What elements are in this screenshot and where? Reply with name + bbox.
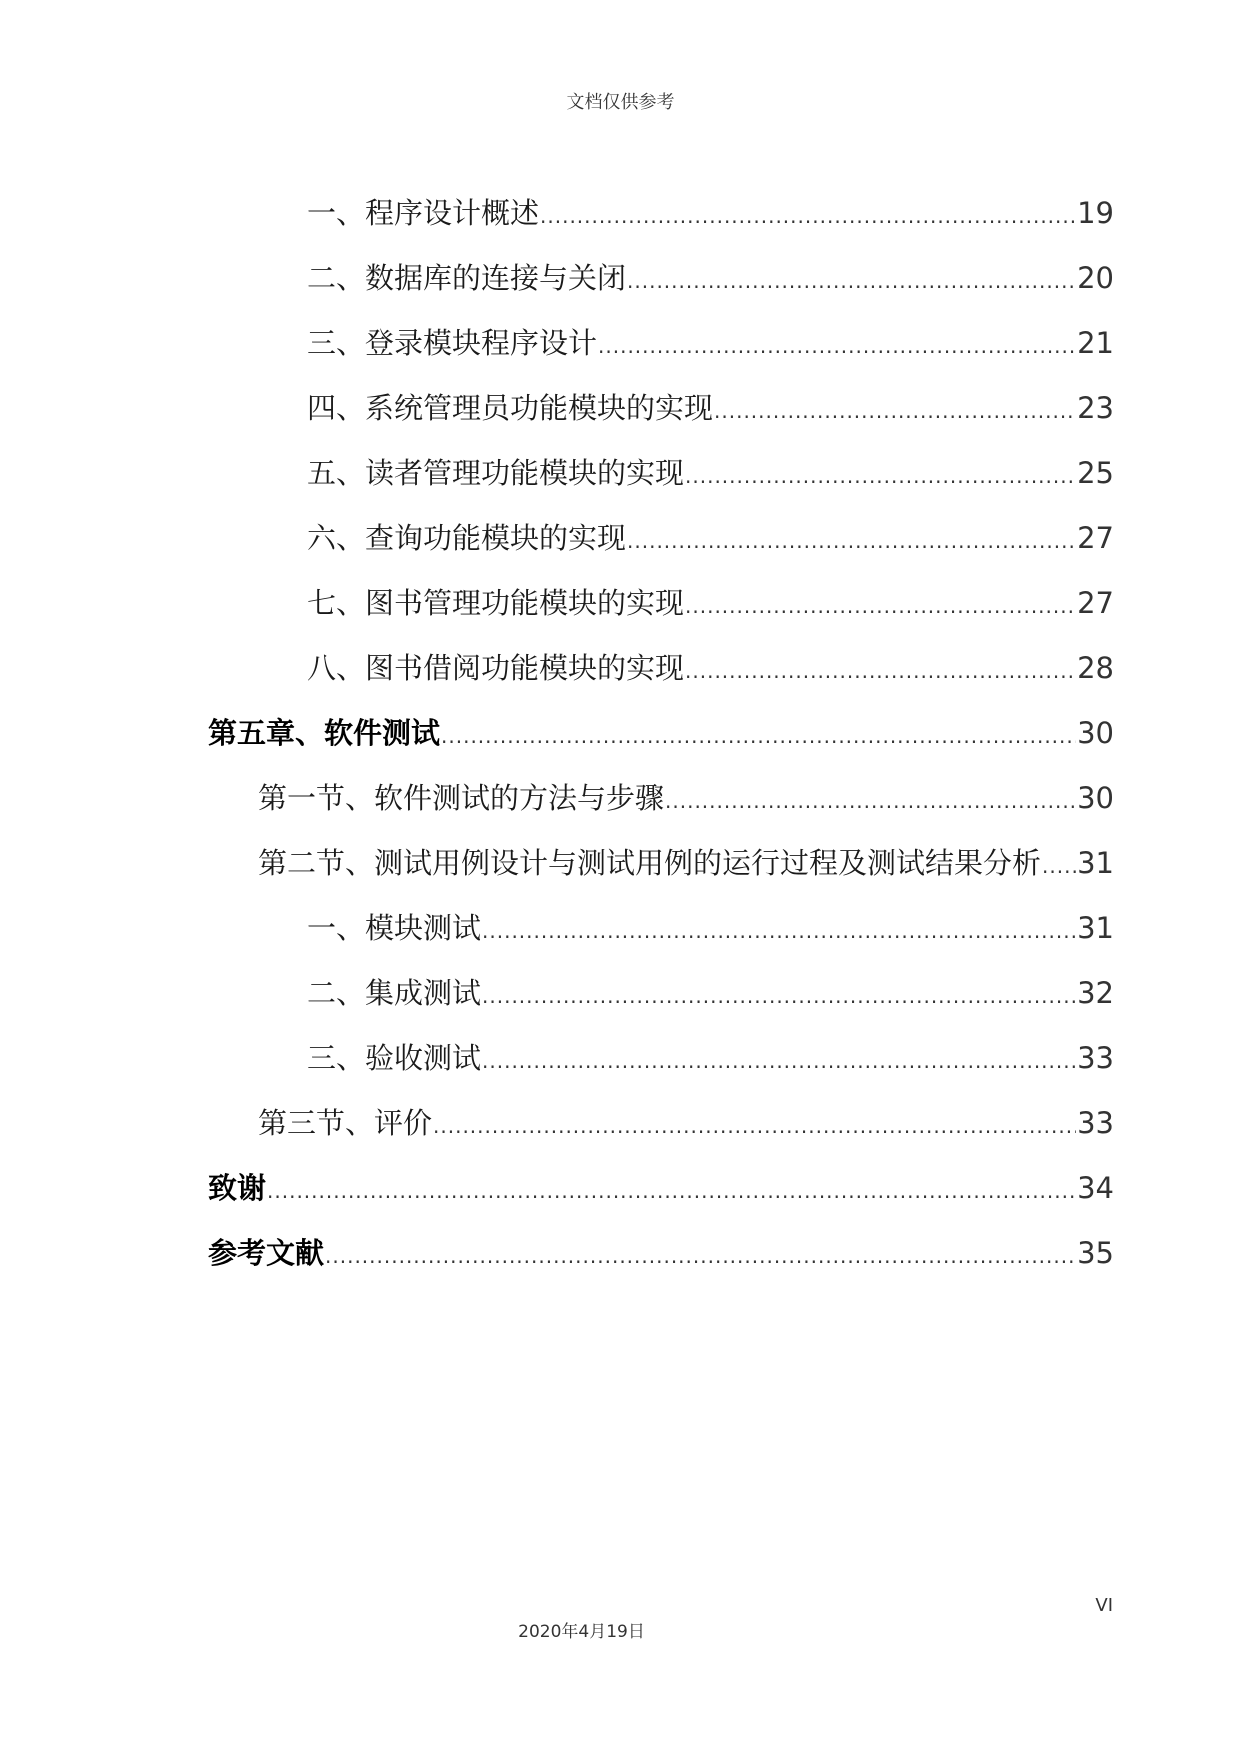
- toc-dot-leader: [540, 198, 1076, 234]
- toc-entry-title: 三、验收测试: [307, 1041, 482, 1075]
- toc-entry[interactable]: [0, 637, 1241, 702]
- toc-entry-title: 八、图书借阅功能模块的实现: [307, 651, 685, 685]
- toc-entry[interactable]: [0, 1157, 1241, 1222]
- toc-dot-leader: [627, 523, 1076, 559]
- toc-entry-title: 第一节、软件测试的方法与步骤: [258, 781, 665, 815]
- toc-dot-leader: [685, 458, 1076, 494]
- toc-dot-leader: [482, 1043, 1076, 1079]
- toc-entry-page-number: 19: [1077, 196, 1114, 230]
- toc-entry-page-number: 30: [1077, 716, 1114, 750]
- toc-dot-leader: [665, 783, 1076, 819]
- toc-dot-leader: [267, 1173, 1076, 1209]
- toc-entry[interactable]: [0, 962, 1241, 1027]
- page-header: 文档仅供参考: [566, 92, 675, 113]
- toc-entry-page-number: 31: [1077, 846, 1114, 880]
- page-footer-date: 2020年4月19日: [518, 1622, 645, 1642]
- toc-entry-title: 二、数据库的连接与关闭: [307, 261, 627, 295]
- toc-entry[interactable]: [0, 767, 1241, 832]
- toc-entry[interactable]: [0, 572, 1241, 637]
- toc-entry-title: 参考文献: [208, 1236, 325, 1270]
- toc-entry[interactable]: [0, 702, 1241, 767]
- toc-entry-page-number: 34: [1077, 1171, 1114, 1205]
- toc-dot-leader: [685, 588, 1076, 624]
- toc-entry-page-number: 35: [1077, 1236, 1114, 1270]
- toc-entry-title: 二、集成测试: [307, 976, 482, 1010]
- toc-entry-title: 第三节、评价: [258, 1106, 433, 1140]
- toc-entry-page-number: 33: [1077, 1106, 1114, 1140]
- toc-entry-title: 第五章、软件测试: [208, 716, 441, 750]
- toc-entry-page-number: 23: [1077, 391, 1114, 425]
- toc-entry-page-number: 25: [1077, 456, 1114, 490]
- toc-entry-page-number: 33: [1077, 1041, 1114, 1075]
- toc-entry-title: 一、模块测试: [307, 911, 482, 945]
- toc-entry-title: 五、读者管理功能模块的实现: [307, 456, 685, 490]
- toc-entry[interactable]: [0, 507, 1241, 572]
- toc-entry[interactable]: [0, 442, 1241, 507]
- toc-entry-page-number: 20: [1077, 261, 1114, 295]
- toc-dot-leader: [627, 263, 1076, 299]
- toc-entry-page-number: 32: [1077, 976, 1114, 1010]
- toc-dot-leader: [685, 653, 1076, 689]
- table-of-contents: [0, 182, 1241, 1287]
- toc-entry[interactable]: [0, 247, 1241, 312]
- toc-entry-title: 四、系统管理员功能模块的实现: [307, 391, 714, 425]
- toc-entry-page-number: 31: [1077, 911, 1114, 945]
- toc-entry-page-number: 21: [1077, 326, 1114, 360]
- toc-entry[interactable]: [0, 182, 1241, 247]
- toc-entry-title: 一、程序设计概述: [307, 196, 540, 230]
- toc-entry-page-number: 28: [1077, 651, 1114, 685]
- toc-entry-title: 七、图书管理功能模块的实现: [307, 586, 685, 620]
- page-number-roman: VI: [1095, 1595, 1113, 1616]
- toc-entry-page-number: 30: [1077, 781, 1114, 815]
- toc-entry-page-number: 27: [1077, 521, 1114, 555]
- toc-entry-title: 三、登录模块程序设计: [307, 326, 598, 360]
- toc-entry[interactable]: [0, 312, 1241, 377]
- toc-dot-leader: [482, 913, 1076, 949]
- toc-dot-leader: [441, 718, 1076, 754]
- toc-entry[interactable]: [0, 1222, 1241, 1287]
- toc-dot-leader: [598, 328, 1076, 364]
- toc-entry[interactable]: [0, 832, 1241, 897]
- toc-dot-leader: [433, 1108, 1076, 1144]
- toc-dot-leader: [325, 1238, 1076, 1274]
- toc-entry-title: 第二节、测试用例设计与测试用例的运行过程及测试结果分析: [258, 846, 1042, 880]
- toc-entry[interactable]: [0, 1027, 1241, 1092]
- toc-entry-title: 致谢: [208, 1171, 267, 1205]
- toc-entry[interactable]: [0, 377, 1241, 442]
- toc-entry-page-number: 27: [1077, 586, 1114, 620]
- toc-dot-leader: [1042, 848, 1076, 884]
- toc-entry[interactable]: [0, 897, 1241, 962]
- toc-entry-title: 六、查询功能模块的实现: [307, 521, 627, 555]
- toc-dot-leader: [714, 393, 1076, 429]
- toc-entry[interactable]: [0, 1092, 1241, 1157]
- toc-dot-leader: [482, 978, 1076, 1014]
